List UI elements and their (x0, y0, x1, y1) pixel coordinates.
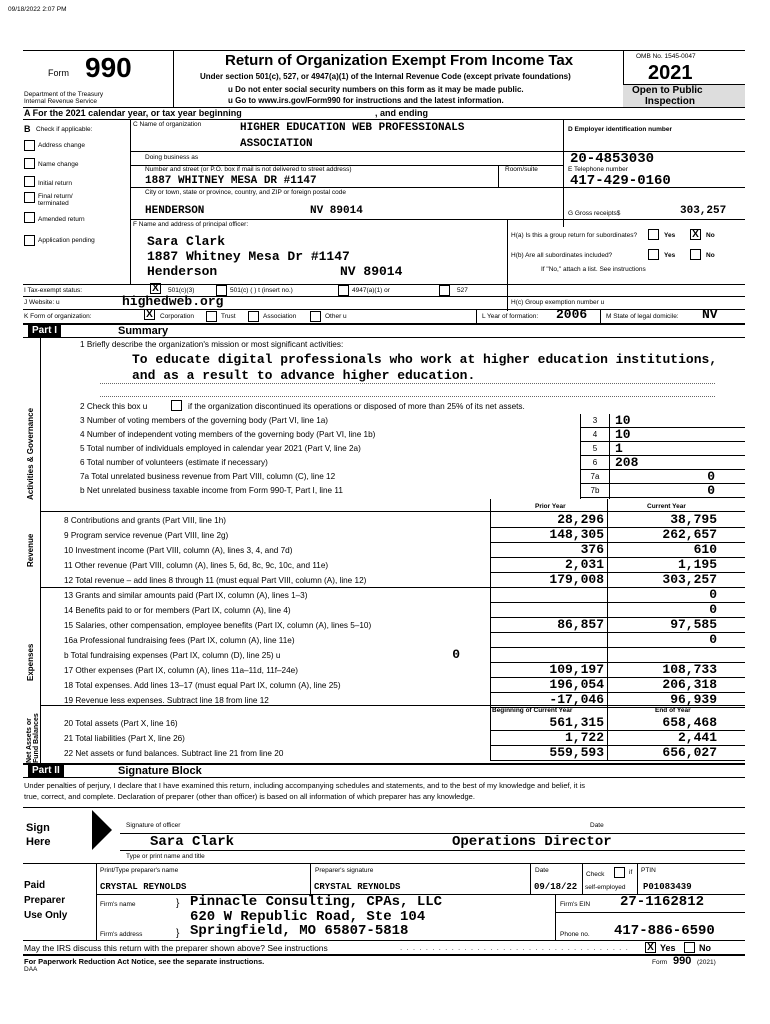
line2-checkbox[interactable] (171, 400, 182, 411)
col-beginning-year: Beginning of Current Year (492, 707, 573, 714)
net_lines-text: 20 Total assets (Part X, line 16) (64, 719, 178, 728)
ein-value: 20-4853030 (570, 151, 655, 167)
col-prior-year: Prior Year (535, 503, 566, 510)
501c3-checkbox[interactable]: X (150, 283, 161, 294)
rev_lines-text: 9 Program service revenue (Part VIII, line 2g) (64, 531, 229, 540)
gov-line-text: 4 Number of independent voting members of the governing body (Part VI, line 1b) (80, 430, 376, 439)
domicile-value: NV (702, 307, 718, 322)
discuss-leader: . . . . . . . . . . . . . . . . . . . . . . . . . . . . . . . . . . . . (400, 943, 629, 952)
exp_lines-text: 18 Total expenses. Add lines 13–17 (must equal Part IX, column (A), line 25) (64, 681, 341, 690)
hb-yes-label: Yes (664, 252, 676, 259)
firm-name: Pinnacle Consulting, CPAs, LLC (190, 894, 443, 910)
org-street: 1887 WHITNEY MESA DR #1147 (145, 175, 317, 187)
rev_lines-current-value: 303,257 (662, 572, 717, 587)
footer-form-number: 990 (673, 955, 692, 967)
gov-line-value: 10 (615, 413, 631, 428)
amended-return-checkbox[interactable] (24, 212, 35, 223)
preparer-sig-label: Preparer's signature (315, 867, 374, 874)
association-checkbox[interactable] (248, 311, 259, 322)
ha-yes-checkbox[interactable] (648, 229, 659, 240)
exp_lines-prior-value: 109,197 (549, 662, 604, 677)
dept-line1: Department of the Treasury (24, 91, 104, 98)
discuss-yes-checkbox[interactable]: X (645, 942, 656, 953)
notice-instructions: u Go to www.irs.gov/Form990 for instructions and the latest information. (228, 96, 504, 105)
527-label: 527 (457, 287, 468, 294)
exp_lines-text: 16a Professional fundraising fees (Part IX, column (A), line 11e) (64, 636, 295, 645)
gov-line-value: 10 (615, 427, 631, 442)
telephone-value: 417-429-0160 (570, 173, 671, 189)
net_lines-prior-value: 561,315 (549, 715, 604, 730)
corporation-label: Corporation (160, 313, 194, 320)
preparer-name: CRYSTAL REYNOLDS (100, 882, 187, 892)
phone-label: Phone no. (560, 931, 590, 938)
gov-line-text: 7a Total unrelated business revenue from Part VIII, column (C), line 12 (80, 472, 336, 481)
association-label: Association (263, 313, 297, 320)
ha-no-label: No (706, 232, 715, 239)
501c3-label: 501(c)(3) (168, 287, 195, 294)
exp_lines-current-value: 97,585 (670, 617, 717, 632)
part1-title: Summary (118, 325, 169, 337)
paperwork-notice: For Paperwork Reduction Act Notice, see the separate instructions. (24, 957, 265, 966)
dept-line2: Internal Revenue Service (24, 98, 97, 105)
org-city: HENDERSON (145, 205, 205, 217)
principal-officer-label: F Name and address of principal officer: (133, 221, 249, 228)
gov-line-number: 3 (592, 416, 598, 425)
exp_lines-current-value: 108,733 (662, 662, 717, 677)
part2-label: Part II (28, 764, 64, 777)
gov-line-number: 7a (590, 472, 600, 481)
gov-line-value: 208 (615, 455, 639, 470)
part1-label: Part I (28, 324, 61, 337)
ein-label: D Employer identification number (568, 126, 673, 133)
omb-number: OMB No. 1545-0047 (636, 53, 696, 60)
exp_lines-text: 13 Grants and similar amounts paid (Part IX, column (A), lines 1–3) (64, 591, 308, 600)
rev_lines-text: 12 Total revenue – add lines 8 through 11 (must equal Part VIII, column (A), line 12) (64, 576, 367, 585)
name-change-label: Name change (38, 161, 79, 168)
website-label: J Website: u (24, 299, 60, 306)
rev_lines-text: 11 Other revenue (Part VIII, column (A), lines 5, 6d, 8c, 9c, 10c, and 11e) (64, 561, 329, 570)
use-only-label: Use Only (24, 910, 68, 921)
exp_lines-text: 17 Other expenses (Part IX, column (A), lines 11a–11d, 11f–24e) (64, 666, 298, 675)
exp_lines-text: 19 Revenue less expenses. Subtract line 18 from line 12 (64, 696, 269, 705)
timestamp: 09/18/2022 2:07 PM (8, 6, 67, 13)
rev_lines-prior-value: 28,296 (557, 512, 604, 527)
here-label: Here (26, 836, 51, 848)
rev_lines-text: 8 Contributions and grants (Part VIII, line 1h) (64, 516, 227, 525)
tax-exempt-label: I Tax-exempt status: (24, 287, 83, 294)
discuss-no-label: No (699, 943, 711, 953)
address-change-label: Address change (38, 142, 85, 149)
notice-ssn: u Do not enter social security numbers on this form as it may be made public. (228, 85, 524, 94)
preparer-name-label: Print/Type preparer's name (100, 867, 179, 874)
sig-date-label: Date (590, 822, 604, 829)
declaration-line1: Under penalties of perjury, I declare that I have examined this return, including accompanying schedules and statements, and to the best of my knowledge and belief, it is (24, 781, 586, 790)
net_lines-text: 21 Total liabilities (Part X, line 26) (64, 734, 185, 743)
final-return-checkbox[interactable] (24, 192, 35, 203)
rev_lines-prior-value: 2,031 (564, 557, 604, 572)
part2-title: Signature Block (118, 765, 202, 777)
if-label: if (629, 869, 633, 876)
discuss-yes-label: Yes (660, 943, 676, 953)
domicile-label: M State of legal domicile: (606, 313, 679, 320)
dba-label: Doing business as (145, 154, 199, 161)
corporation-checkbox[interactable]: X (144, 309, 155, 320)
form-subtitle: Under section 501(c), 527, or 4947(a)(1) of the Internal Revenue Code (except private foundations) (200, 72, 571, 81)
section-a-label: A For the 2021 calendar year, or tax year beginning (24, 108, 242, 118)
preparer-signature: CRYSTAL REYNOLDS (314, 882, 401, 892)
firm-address-line1: 620 W Republic Road, Ste 104 (190, 909, 426, 925)
sig-officer-label: Signature of officer (126, 822, 181, 829)
form-number: 990 (85, 52, 132, 83)
sign-arrow-icon (92, 810, 114, 860)
gov-line-text: 6 Total number of volunteers (estimate if necessary) (80, 458, 268, 467)
group-exemption-label: H(c) Group exemption number u (511, 299, 605, 306)
gov-line-number: 5 (592, 444, 598, 453)
col-current-year: Current Year (647, 503, 686, 510)
gov-line-number: 6 (592, 458, 598, 467)
gross-receipts-label: G Gross receipts$ (568, 210, 621, 217)
trust-label: Trust (221, 313, 236, 320)
firm-name-arrow-icon: } (176, 898, 180, 909)
name-change-checkbox[interactable] (24, 158, 35, 169)
firm-address-arrow-icon: } (176, 928, 180, 939)
exp_lines-text: 14 Benefits paid to or for members (Part IX, column (A), line 4) (64, 606, 291, 615)
line2-text-b: if the organization discontinued its operations or disposed of more than 25% of its net assets. (188, 402, 525, 411)
side-revenue: Revenue (26, 533, 35, 567)
col-end-year: End of Year (655, 707, 691, 714)
side-governance: Activities & Governance (26, 407, 35, 500)
exp_lines-prior-value: 196,054 (549, 677, 604, 692)
firm-address-line2: Springfield, MO 65807-5818 (190, 923, 409, 939)
net_lines-current-value: 656,027 (662, 745, 717, 760)
firm-ein: 27-1162812 (620, 894, 705, 910)
exp_lines-text: b Total fundraising expenses (Part IX, column (D), line 25) u (64, 651, 281, 660)
application-pending-label: Application pending (38, 237, 95, 244)
4947-checkbox[interactable] (338, 285, 349, 296)
inspection: Inspection (645, 96, 696, 107)
self-employed-label: self-employed (585, 884, 626, 891)
net_lines-current-value: 658,468 (662, 715, 717, 730)
city-label: City or town, state or province, country, and ZIP or foreign postal code (145, 189, 346, 196)
ptin-value: P01083439 (643, 882, 692, 892)
preparer-date-label: Date (535, 867, 549, 874)
org-name-label: C Name of organization (133, 121, 202, 128)
firm-address-label: Firm's address (100, 931, 143, 938)
type-name-label: Type or print name and title (126, 853, 205, 860)
officer-signature-name: Sara Clark (150, 834, 235, 850)
rev_lines-current-value: 1,195 (677, 557, 717, 572)
exp_lines-prior-value: -17,046 (549, 692, 604, 707)
hb-note: If "No," attach a list. See instructions (541, 266, 646, 273)
address-change-checkbox[interactable] (24, 140, 35, 151)
gross-receipts-value: 303,257 (680, 205, 727, 217)
officer-address: 1887 Whitney Mesa Dr #1147 (147, 249, 350, 264)
officer-city: Henderson (147, 264, 218, 279)
website-value: highedweb.org (122, 294, 224, 309)
ha-no-checkbox[interactable]: X (690, 229, 701, 240)
final-return-label: Final return/ terminated (38, 193, 73, 207)
gov-line-text: 5 Total number of individuals employed in calendar year 2021 (Part V, line 2a) (80, 444, 361, 453)
initial-return-checkbox[interactable] (24, 176, 35, 187)
check-label: Check (586, 871, 605, 878)
footer-form-word: Form (652, 959, 668, 966)
exp_lines-current-value: 0 (709, 587, 717, 602)
rev_lines-prior-value: 148,305 (549, 527, 604, 542)
side-net-assets: Net Assets or Fund Balances (26, 713, 40, 763)
527-checkbox[interactable] (439, 285, 450, 296)
street-label: Number and street (or P.O. box if mail is not delivered to street address) (145, 166, 352, 173)
501c-label: 501(c) ( ) t (insert no.) (230, 287, 293, 294)
line2-text-a: 2 Check this box u (80, 402, 148, 411)
org-name-line2: ASSOCIATION (240, 138, 313, 150)
gov-line-value: 0 (707, 483, 715, 498)
ha-yes-label: Yes (664, 232, 676, 239)
mission-line1: To educate digital professionals who work at higher education institutions, (132, 352, 718, 367)
gov-line-text: b Net unrelated business taxable income from Form 990-T, Part I, line 11 (80, 486, 343, 495)
org-state-zip: NV 89014 (310, 205, 363, 217)
exp_lines-current-value: 0 (709, 602, 717, 617)
footer-form-year: (2021) (697, 959, 716, 966)
officer-name: Sara Clark (147, 234, 226, 249)
gov-line-number: 7b (590, 486, 600, 495)
form-word: Form (48, 68, 69, 78)
rev_lines-prior-value: 376 (580, 542, 604, 557)
year-formation-label: L Year of formation: (482, 313, 539, 320)
net_lines-prior-value: 1,722 (564, 730, 604, 745)
org-name-line1: HIGHER EDUCATION WEB PROFESSIONALS (240, 122, 465, 134)
mission-line2: and as a result to advance higher education. (132, 368, 476, 383)
exp_lines-text: 15 Salaries, other compensation, employee benefits (Part IX, column (A), lines 5–10) (64, 621, 372, 630)
4947-label: 4947(a)(1) or (352, 287, 390, 294)
group-return-label: H(a) Is this a group return for subordinates? (511, 232, 638, 239)
discuss-no-checkbox[interactable] (684, 942, 695, 953)
firm-ein-label: Firm's EIN (560, 901, 591, 908)
rev_lines-text: 10 Investment income (Part VIII, column (A), lines 3, 4, and 7d) (64, 546, 293, 555)
rev_lines-current-value: 38,795 (670, 512, 717, 527)
line16b-value: 0 (452, 647, 460, 662)
sign-label: Sign (26, 822, 50, 834)
exp_lines-current-value: 0 (709, 632, 717, 647)
irs-discuss-question: May the IRS discuss this return with the preparer shown above? See instructions (24, 943, 328, 953)
officer-state-zip: NV 89014 (340, 264, 403, 279)
gov-line-value: 0 (707, 469, 715, 484)
ptin-label: PTIN (641, 867, 656, 874)
telephone-label: E Telephone number (568, 166, 628, 173)
tax-year: 2021 (648, 62, 693, 84)
preparer-phone: 417-886-6590 (614, 923, 715, 939)
gov-line-number: 4 (592, 430, 598, 439)
rev_lines-current-value: 610 (693, 542, 717, 557)
hb-no-checkbox[interactable] (690, 249, 701, 260)
hb-no-label: No (706, 252, 715, 259)
open-to-public: Open to Public (632, 85, 703, 96)
section-b-label: B (24, 124, 31, 134)
exp_lines-current-value: 206,318 (662, 677, 717, 692)
net_lines-prior-value: 559,593 (549, 745, 604, 760)
other-org-checkbox[interactable] (310, 311, 321, 322)
rev_lines-prior-value: 179,008 (549, 572, 604, 587)
side-expenses: Expenses (26, 643, 35, 681)
preparer-label: Preparer (24, 895, 66, 906)
net_lines-current-value: 2,441 (677, 730, 717, 745)
form-of-org-label: K Form of organization: (24, 313, 92, 320)
gov-line-value: 1 (615, 441, 623, 456)
daa-label: DAA (24, 966, 38, 973)
check-if-applicable: Check if applicable: (36, 126, 93, 133)
application-pending-checkbox[interactable] (24, 235, 35, 246)
year-formation-value: 2006 (556, 307, 588, 322)
gov-line-text: 3 Number of voting members of the governing body (Part VI, line 1a) (80, 416, 329, 425)
firm-name-label: Firm's name (100, 901, 136, 908)
net_lines-text: 22 Net assets or fund balances. Subtract line 21 from line 20 (64, 749, 284, 758)
form-title: Return of Organization Exempt From Income Tax (225, 52, 574, 69)
other-org-label: Other u (325, 313, 347, 320)
hb-yes-checkbox[interactable] (648, 249, 659, 260)
preparer-date: 09/18/22 (534, 882, 578, 892)
self-employed-checkbox[interactable] (614, 867, 625, 878)
exp_lines-prior-value: 86,857 (557, 617, 604, 632)
paid-label: Paid (24, 880, 46, 891)
room-suite-label: Room/suite (505, 166, 538, 173)
declaration-line2: true, correct, and complete. Declaration of preparer (other than officer) is based on all information of which preparer has any knowledge. (24, 792, 475, 801)
rev_lines-current-value: 262,657 (662, 527, 717, 542)
subordinates-label: H(b) Are all subordinates included? (511, 252, 613, 259)
line1-text: 1 Briefly describe the organization's mission or most significant activities: (80, 340, 344, 349)
section-a-ending: , and ending (375, 108, 428, 118)
trust-checkbox[interactable] (206, 311, 217, 322)
initial-return-label: Initial return (38, 180, 72, 187)
officer-title: Operations Director (452, 834, 612, 850)
amended-return-label: Amended return (38, 216, 85, 223)
exp_lines-current-value: 96,939 (670, 692, 717, 707)
